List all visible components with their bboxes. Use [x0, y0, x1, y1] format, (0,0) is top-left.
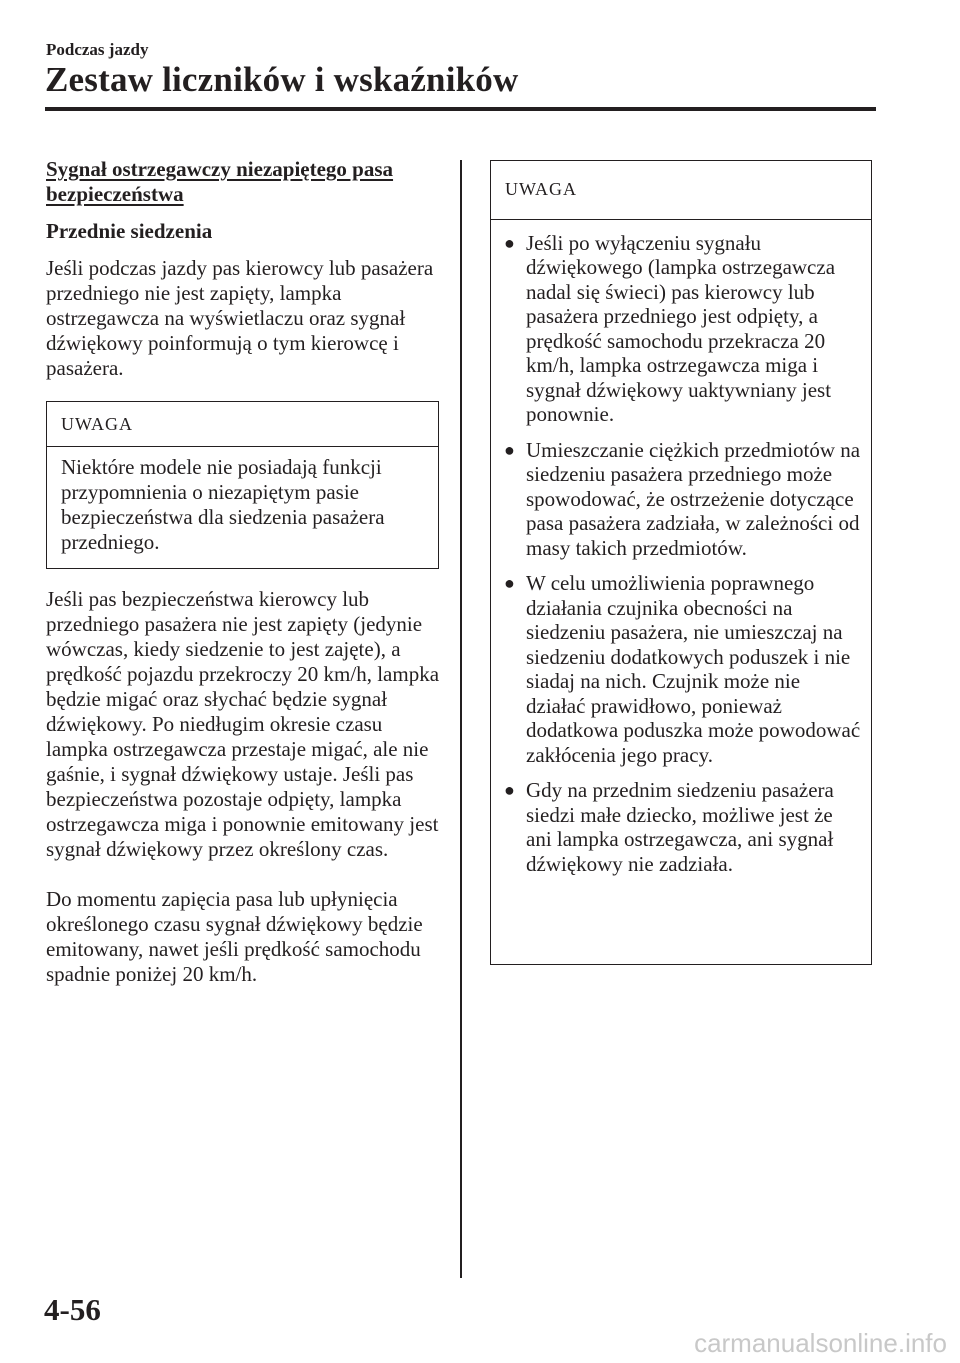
watermark: carmanualsonline.info: [694, 1328, 947, 1358]
list-item-text: Gdy na przednim siedzeniu pasażera siedzi małe dziecko, możliwe jest że ani lampka ostrzegawcza, ani sygnał dźwiękowy nie zadziała.: [526, 778, 834, 876]
note-box: [46, 401, 439, 569]
bullet-icon: ●: [504, 232, 515, 253]
list-item-text: Umieszczanie ciężkich przedmiotów na siedzeniu pasażera przedniego może spowodować, że ostrzeżenie dotyczące pasa pasażera zadziała, w zależności od masy takich przedmiotów.: [526, 437, 861, 560]
list-item: [504, 778, 863, 876]
note-label: UWAGA: [47, 402, 438, 447]
note-label-right: UWAGA: [491, 161, 871, 220]
paragraph-duration: Do momentu zapięcia pasa lub upłynięcia określonego czasu sygnał dźwiękowy będzie emitowany, nawet jeśli prędkość samochodu spadnie poniżej 20 km/h.: [46, 887, 423, 986]
subheading: Przednie siedzenia: [46, 219, 213, 243]
bullet-icon: ●: [504, 573, 515, 593]
paragraph-intro: Jeśli podczas jazdy pas kierowcy lub pasażera przedniego nie jest zapięty, lampka ostrzegawcza na wyświetlaczu oraz sygnał dźwiękowy poinformują o tym kierowcę i pasażera.: [46, 256, 434, 380]
left-column: [46, 157, 441, 987]
bullet-icon: ●: [504, 780, 515, 800]
paragraph-warning-behavior: Jeśli pas bezpieczeństwa kierowcy lub przedniego pasażera nie jest zapięty (jedynie wówczas, kiedy siedzenie to jest zajęte), a prędkość pojazdu przekroczy 20 km/h, lampka będzie migać oraz słychać będzie sygnał dźwiękowy. Po niedługim okresie czasu lampka ostrzegawcza przestaje migać, ale nie gaśnie, i sygnał dźwiękowy ustaje. Jeśli pas bezpieczeństwa pozostaje odpięty, lampka ostrzegawcza miga i ponownie emitowany jest sygnał dźwiękowy przez określony czas.: [46, 587, 440, 861]
paragraph-gap: [46, 862, 441, 887]
column-divider: [460, 160, 462, 1278]
list-item-text: Jeśli po wyłączeniu sygnału dźwiękowego (lampka ostrzegawcza nadal się świeci) pas kierowcy lub pasażera przedniego jest odpięty, a prędkość samochodu przekracza 20 km/h, lampka ostrzegawcza miga i sygnał dźwiękowy uaktywniany jest ponownie.: [526, 230, 836, 426]
section-heading: Sygnał ostrzegawczy niezapiętego pasa bezpieczeństwa: [46, 157, 394, 206]
list-item: [504, 231, 863, 427]
title-rule: [45, 107, 876, 111]
list-item-text: W celu umożliwienia poprawnego działania czujnika obecności na siedzeniu pasażera, nie umieszczaj na siedzeniu dodatkowych poduszek i nie siadaj na nich. Czujnik może nie działać prawidłowo, ponieważ dodatkowa poduszka może powodować zakłócenia jego pracy.: [526, 571, 861, 767]
note-text: Niektóre modele nie posiadają funkcji przypomnienia o niezapiętym pasie bezpieczeństwa dla siedzenia pasażera przedniego.: [61, 455, 385, 554]
section-label: Podczas jazdy: [46, 40, 149, 59]
note-bullet-list: [491, 220, 871, 877]
bullet-icon: ●: [504, 439, 515, 460]
list-item: [504, 571, 863, 767]
chapter-title: Zestaw liczników i wskaźników: [45, 60, 519, 99]
note-box-right: [490, 160, 872, 965]
list-item: [504, 438, 863, 561]
page-number: 4-56: [44, 1292, 101, 1327]
